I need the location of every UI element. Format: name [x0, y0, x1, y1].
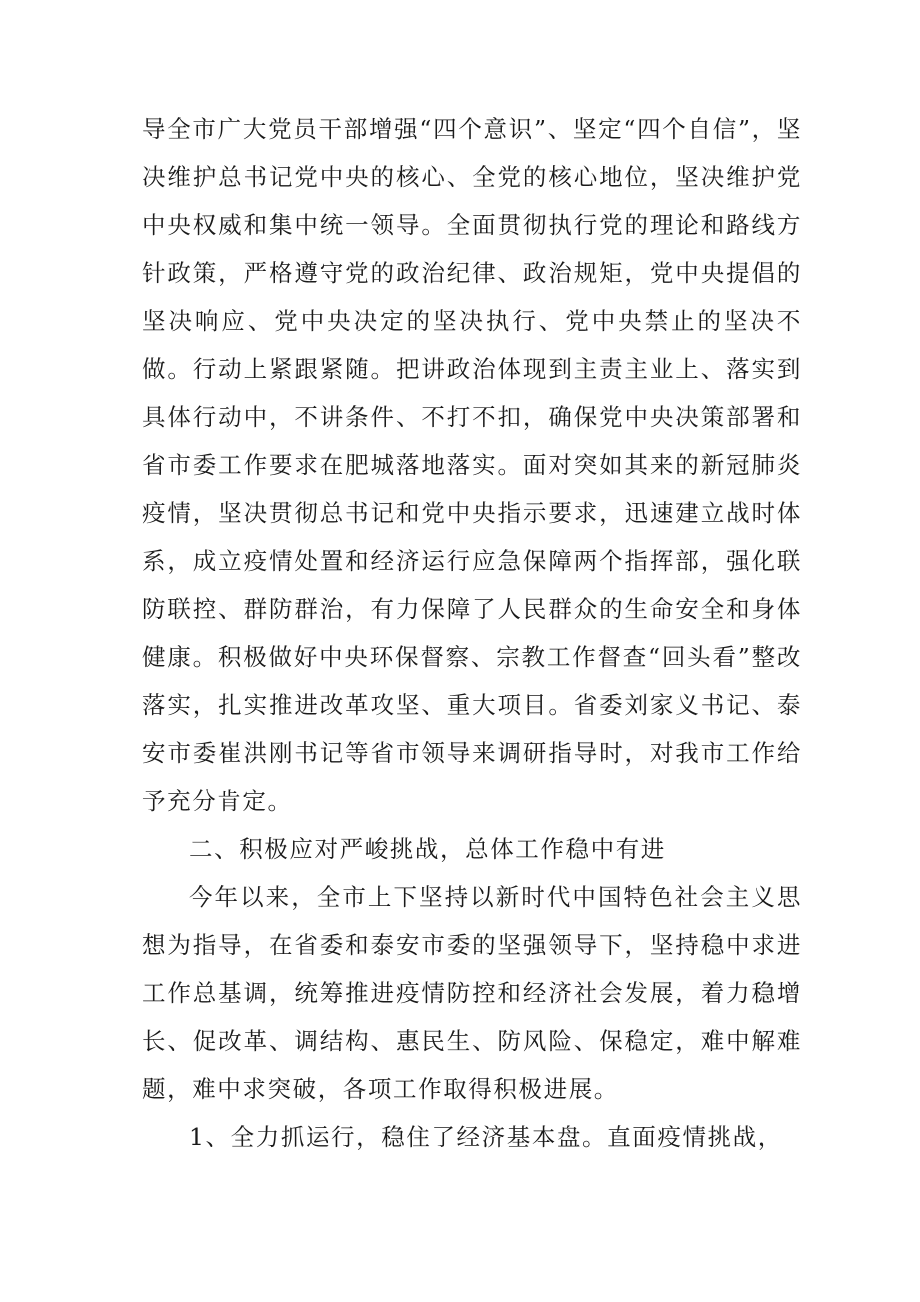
- document-page: [142, 105, 802, 1161]
- section-heading-2: 二、积极应对严峻挑战，总体工作稳中有进: [189, 835, 666, 863]
- paragraph-continuation: 导全市广大党员干部增强“四个意识”、坚定“四个自信”，坚决维护总书记党中央的核心、全党的核心地位，坚决维护党中央权威和集中统一领导。全面贯彻执行党的理论和路线方针政策，严格遵守党的政治纪律、政治规矩，党中央提倡的坚决响应、党中央决定的坚决执行、党中央禁止的坚决不做。行动上紧跟紧随。把讲政治体现到主责主业上、落实到具体行动中，不讲条件、不打不扣，确保党中央决策部署和省市委工作要求在肥城落地落实。面对突如其来的新冠肺炎疫情，坚决贯彻总书记和党中央指示要求，迅速建立战时体系，成立疫情处置和经济运行应急保障两个指挥部，强化联防联控、群防群治，有力保障了人民群众的生命安全和身体健康。积极做好中央环保督察、宗教工作督查“回头看”整改落实，扎实推进改革攻坚、重大项目。省委刘家义书记、泰安市委崔洪刚书记等省市领导来调研指导时，对我市工作给予充分肯定。: [142, 115, 802, 815]
- paragraph-overview: 今年以来，全市上下坚持以新时代中国特色社会主义思想为指导，在省委和泰安市委的坚强领导下，坚持稳中求进工作总基调，统筹推进疫情防控和经济社会发展，着力稳增长、促改革、调结构、惠民生、防风险、保稳定，难中解难题，难中求突破，各项工作取得积极进展。: [142, 883, 802, 1103]
- paragraph-item-1: 1、全力抓运行，稳住了经济基本盘。直面疫情挑战，: [189, 1123, 783, 1151]
